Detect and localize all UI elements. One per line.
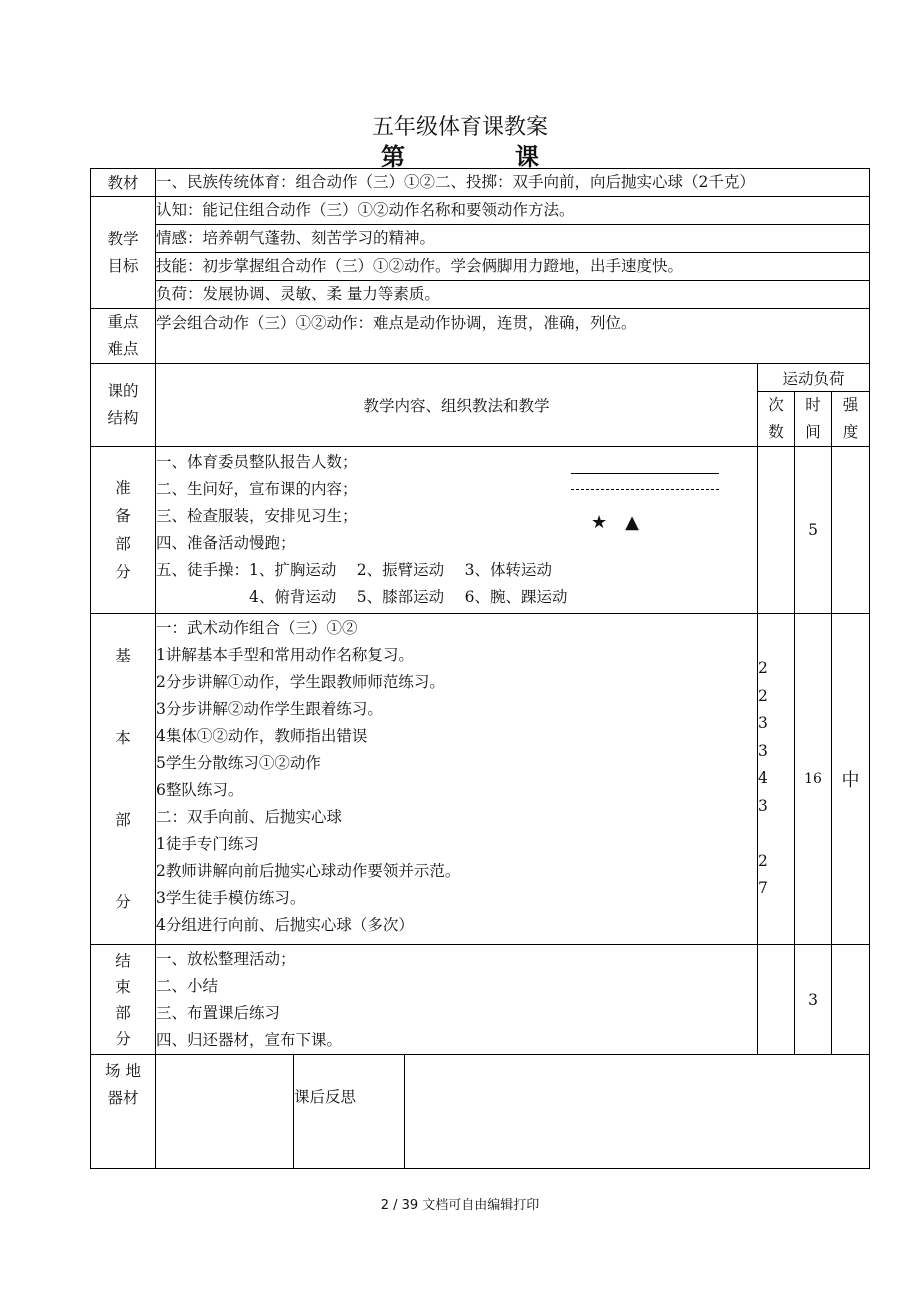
header-row [91,364,870,392]
basic-row [91,614,870,945]
goal-cognition: 认知：能记住组合动作（三）①②动作名称和要领动作方法。 [156,197,870,225]
goals-row [91,197,870,225]
ending-duration: 3 [795,945,832,1055]
content-header: 教学内容、组织教法和教学 [156,364,758,447]
basic-content [156,614,758,945]
count-value: 3 [758,741,768,760]
prep-label: 准 备 部 分 [91,447,156,614]
count-value: 7 [758,879,768,897]
venue-row [91,1055,870,1169]
ending-item: 二、小结 [156,976,219,995]
prep-row [91,447,870,614]
goals-label: 教学 目标 [91,197,156,309]
count-value [758,820,794,848]
key-points-row [91,309,870,364]
basic-item: 2分步讲解①动作，学生跟教师师范练习。 [156,673,445,691]
basic-duration: 16 [795,614,832,945]
basic-item: 二：双手向前、后抛实心球 [156,808,343,826]
count-value: 3 [758,714,768,732]
prep-item: 四、准备活动慢跑； [156,534,296,552]
basic-label: 基 本 部 分 [91,614,156,945]
material-row [91,169,870,197]
count-value: 4 [758,769,768,787]
ending-times [758,945,795,1055]
material-text: 一、民族传统体育：组合动作（三）①②二、投掷：双手向前，向后抛实心球（2千克） [156,173,755,191]
lesson-number-heading [0,137,920,172]
count-value: 2 [758,851,768,870]
basic-item: 一：武术动作组合（三）①② [156,619,358,637]
lesson-number-suffix: 课 [515,142,539,171]
prep-content [156,447,758,614]
basic-item: 1讲解基本手型和常用动作名称复习。 [156,646,414,664]
basic-item: 3学生徒手模仿练习。 [156,889,306,907]
intensity-header: 强 度 [832,392,870,447]
reflection-content [405,1055,870,1169]
basic-times [758,614,795,945]
ending-intensity [832,945,870,1055]
basic-item: 4分组进行向前、后抛实心球（多次） [156,916,414,934]
venue-equipment-cell [156,1055,294,1169]
formation-symbols: ★ ▲ [591,512,639,533]
ending-content [156,945,758,1055]
prep-times [758,447,795,614]
basic-item: 4集体①②动作，教师指出错误 [156,727,368,745]
structure-header: 课的 结构 [91,364,156,447]
count-value: 2 [758,659,768,677]
duration-header: 时 间 [795,392,832,447]
ending-item: 三、布置课后练习 [156,1003,281,1022]
material-content [156,169,870,197]
goal-emotion: 情感：培养朝气蓬勃、刻苦学习的精神。 [156,225,870,253]
blank-line [571,489,719,490]
goal-skill: 技能：初步掌握组合动作（三）①②动作。学会俩脚用力蹬地，出手速度快。 [156,253,870,281]
prep-item: 4、俯背运动 5、膝部运动 6、腕、踝运动 [156,588,568,606]
times-header: 次 数 [758,392,795,447]
ending-label: 结 束 部 分 [91,945,156,1055]
prep-item: 一、体育委员整队报告人数； [156,453,358,471]
page-footer: 2 / 39 文档可自由编辑打印 [380,1198,540,1213]
lesson-number-prefix: 第 [381,142,405,171]
ending-item: 一、放松整理活动； [156,949,296,968]
prep-item: 三、检查服装，安排见习生； [156,507,358,525]
ending-row [91,945,870,1055]
prep-item: 五、徒手操：1、扩胸运动 2、振臂运动 3、体转运动 [156,561,552,579]
venue-label: 场 地 器材 [91,1055,156,1169]
basic-item: 1徒手专门练习 [156,835,259,853]
prep-item: 二、生问好，宣布课的内容； [156,480,358,498]
count-value: 2 [758,686,768,705]
basic-intensity: 中 [832,614,870,945]
basic-item: 6整队练习。 [156,781,244,799]
key-points-label: 重点 难点 [91,309,156,364]
count-value: 3 [758,796,768,815]
reflection-label: 课后反思 [294,1055,405,1169]
material-label: 教材 [91,169,156,197]
blank-line [571,473,719,474]
basic-item: 5学生分散练习①②动作 [156,754,321,772]
prep-intensity [832,447,870,614]
ending-item: 四、归还器材，宣布下课。 [156,1030,343,1049]
lesson-plan-table [90,168,870,1169]
document-title: 五年级体育课教案 [371,115,548,140]
load-header: 运动负荷 [758,364,870,392]
key-points-content: 学会组合动作（三）①②动作：难点是动作协调，连贯，准确，列位。 [156,309,870,364]
goal-load: 负荷：发展协调、灵敏、柔 量力等素质。 [156,281,870,309]
basic-item: 2教师讲解向前后抛实心球动作要领并示范。 [156,862,461,880]
prep-duration: 5 [795,447,832,614]
basic-item: 3分步讲解②动作学生跟着练习。 [156,700,383,718]
